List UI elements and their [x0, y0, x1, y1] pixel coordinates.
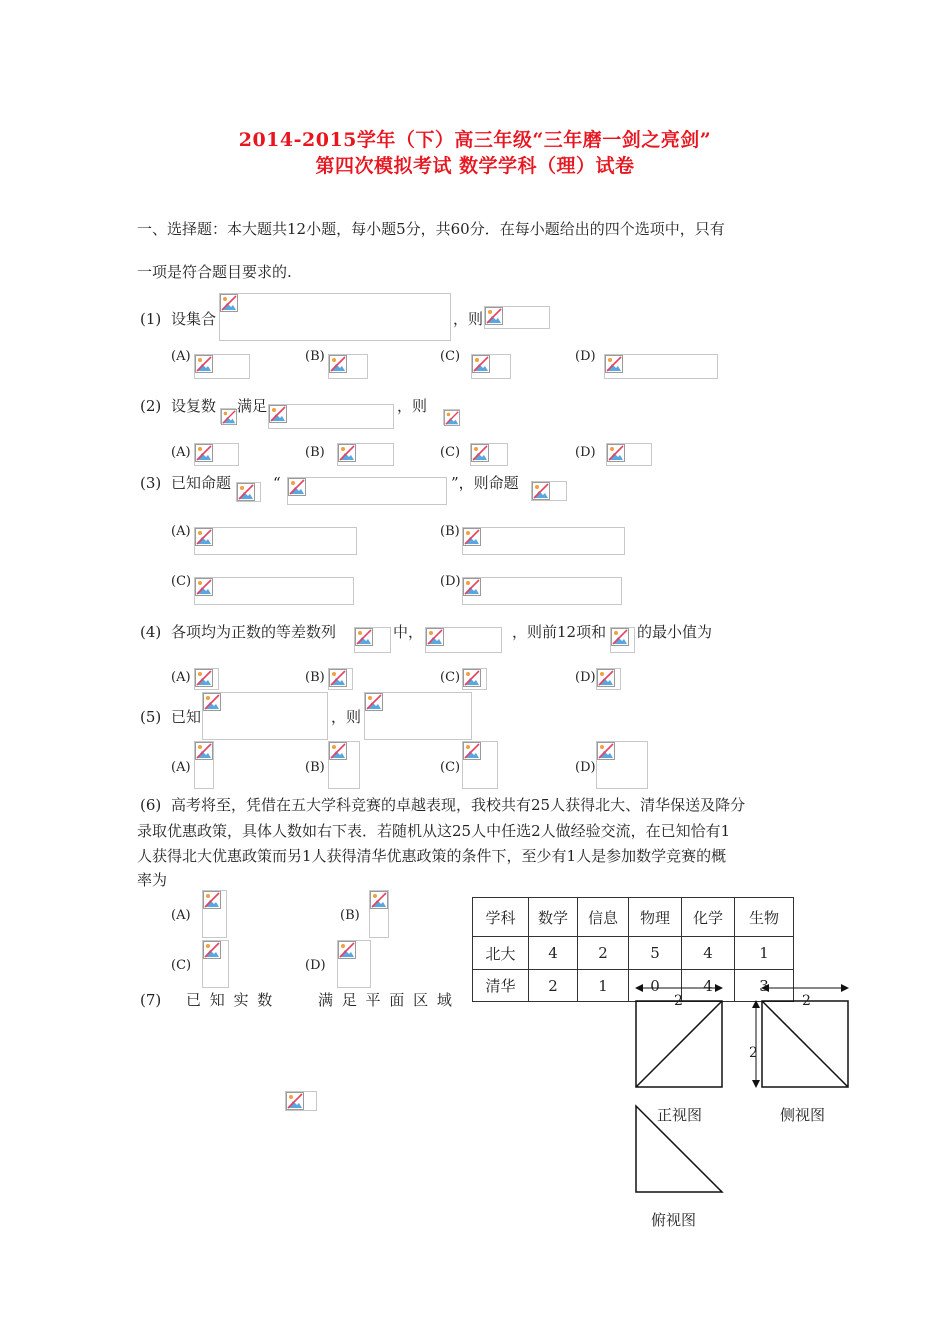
exam-title-line2: 第四次模拟考试 数学学科（理）试卷: [315, 155, 635, 177]
side-view-width-label: 2: [802, 993, 811, 1009]
q4-then: ，则前12项和: [512, 623, 607, 641]
q4-formula-condition: [425, 627, 502, 653]
q5-option-b: [328, 741, 360, 789]
q5-option-b-label: (B): [305, 760, 325, 775]
broken-image-icon: [195, 444, 213, 462]
table-cell: 清华: [473, 970, 529, 1002]
broken-image-icon: [463, 742, 481, 760]
q6-option-b: [369, 890, 389, 938]
q1-number: (1): [140, 310, 162, 328]
broken-image-icon: [288, 478, 306, 496]
broken-image-icon: [195, 578, 213, 596]
table-cell: 4: [682, 970, 735, 1002]
q4-option-b-label: (B): [305, 670, 325, 685]
q3-text: 已知命题: [171, 474, 232, 492]
broken-image-icon: [329, 742, 347, 760]
q3-option-d-label: (D): [440, 574, 461, 589]
q5-formula-expr: [364, 692, 472, 740]
q4-option-a: [194, 668, 219, 690]
q5-option-c-label: (C): [440, 760, 461, 775]
table-cell: 物理: [629, 898, 682, 937]
q1-formula-set: [219, 293, 451, 341]
q2-option-b-label: (B): [305, 445, 325, 460]
front-view-width-label: 2: [674, 993, 683, 1009]
q4-option-d: [596, 668, 621, 690]
table-cell: 北大: [473, 937, 529, 970]
q1-option-a: [194, 354, 250, 379]
q5-option-a-label: (A): [171, 760, 191, 775]
q2-option-a: [194, 443, 239, 466]
q5-option-d: [596, 741, 648, 789]
q1-option-d-label: (D): [575, 349, 596, 364]
q6-line4: 率为: [137, 871, 168, 889]
q6-line2: 录取优惠政策，具体人数如右下表．若随机从这25人中任选2人做经验交流，在已知恰有1: [137, 822, 731, 840]
q4-number: (4): [140, 623, 162, 641]
broken-image-icon: [365, 693, 383, 711]
q4-option-b: [328, 668, 353, 690]
broken-image-icon: [597, 669, 615, 687]
q7-formula: [285, 1091, 317, 1111]
q2-option-d: [606, 443, 652, 466]
q3-option-a-label: (A): [171, 524, 191, 539]
broken-image-icon: [463, 578, 481, 596]
side-view-height-label: 2: [749, 1045, 758, 1061]
q4-option-c-label: (C): [440, 670, 461, 685]
q5-option-d-label: (D): [575, 760, 596, 775]
q3-option-d: [462, 577, 622, 605]
top-view-label: 俯视图: [651, 1211, 697, 1229]
table-cell: 2: [578, 937, 629, 970]
q3-option-b: [462, 527, 625, 555]
q4-option-a-label: (A): [171, 670, 191, 685]
q2-formula-z: [220, 408, 236, 424]
q6-line1: 高考将至，凭借在五大学科竞赛的卓越表现，我校共有25人获得北大、清华保送及降分: [171, 796, 746, 814]
q2-text: 设复数: [171, 397, 217, 415]
q4-end: 的最小值为: [637, 623, 713, 641]
q3-formula-proposition: [287, 477, 447, 505]
q5-option-a: [194, 741, 214, 789]
q2-option-d-label: (D): [575, 445, 596, 460]
q2-then: ，则: [397, 397, 428, 415]
broken-image-icon: [195, 742, 213, 760]
q6-option-c: [202, 940, 229, 988]
table-cell: 4: [682, 937, 735, 970]
q5-then: ，则: [331, 708, 362, 726]
table-cell: 生物: [735, 898, 794, 937]
broken-image-icon: [597, 742, 615, 760]
q1-then: ，则: [453, 310, 484, 328]
broken-image-icon: [463, 669, 481, 687]
q3-quote-open: “: [273, 474, 281, 492]
broken-image-icon: [605, 355, 623, 373]
broken-image-icon: [269, 405, 287, 423]
q4-text: 各项均为正数的等差数列: [171, 623, 337, 641]
q1-option-c: [471, 354, 511, 379]
q3-option-b-label: (B): [440, 524, 460, 539]
broken-image-icon: [463, 528, 481, 546]
table-cell: 1: [578, 970, 629, 1002]
q2-number: (2): [140, 397, 162, 415]
broken-image-icon: [472, 355, 490, 373]
broken-image-icon: [237, 483, 255, 501]
q5-number: (5): [140, 708, 162, 726]
q1-text: 设集合: [171, 310, 217, 328]
broken-image-icon: [195, 355, 213, 373]
q1-option-c-label: (C): [440, 349, 461, 364]
broken-image-icon: [444, 410, 460, 426]
table-cell: 4: [529, 937, 578, 970]
q4-mid: 中，: [393, 623, 424, 641]
q3-number: (3): [140, 474, 162, 492]
side-view-label: 侧视图: [780, 1106, 826, 1124]
table-row: [473, 937, 794, 970]
q3-formula-not-p: [531, 481, 567, 501]
q2-option-c: [470, 443, 508, 466]
q4-formula-an: [354, 627, 391, 653]
q1-option-a-label: (A): [171, 349, 191, 364]
table-cell: 0: [629, 970, 682, 1002]
table-cell: 2: [529, 970, 578, 1002]
broken-image-icon: [611, 628, 629, 646]
q2-option-a-label: (A): [171, 445, 191, 460]
table-cell: 5: [629, 937, 682, 970]
q1-formula-expr: [484, 306, 550, 329]
broken-image-icon: [286, 1092, 304, 1110]
broken-image-icon: [532, 482, 550, 500]
broken-image-icon: [607, 444, 625, 462]
q6-option-b-label: (B): [340, 908, 360, 923]
q2-text2: 满足: [237, 397, 268, 415]
q7-text: 已 知 实 数: [186, 991, 275, 1009]
q2-formula-condition: [268, 404, 394, 429]
broken-image-icon: [370, 891, 388, 909]
table-cell: 信息: [578, 898, 629, 937]
broken-image-icon: [195, 669, 213, 687]
q4-formula-s12: [610, 627, 635, 653]
section-intro-line1: 一、选择题：本大题共12小题，每小题5分，共60分．在每小题给出的四个选项中，只有: [137, 220, 725, 238]
q6-option-c-label: (C): [171, 958, 192, 973]
q4-option-c: [462, 668, 487, 690]
broken-image-icon: [203, 891, 221, 909]
broken-image-icon: [203, 693, 221, 711]
table-cell: 3: [735, 970, 794, 1002]
q3-formula-p: [236, 482, 261, 502]
q3-option-c-label: (C): [171, 574, 192, 589]
q6-option-a: [202, 890, 227, 938]
table-header-row: [473, 898, 794, 937]
section-intro-line2: 一项是符合题目要求的.: [137, 263, 292, 281]
table-cell: 数学: [529, 898, 578, 937]
q6-option-d: [337, 940, 371, 988]
exam-title-line1: 2014-2015学年（下）高三年级“三年磨一剑之亮剑”: [238, 129, 712, 151]
q6-option-d-label: (D): [305, 958, 326, 973]
broken-image-icon: [329, 669, 347, 687]
broken-image-icon: [355, 628, 373, 646]
q5-text: 已知: [171, 708, 202, 726]
q5-option-c: [462, 741, 498, 789]
broken-image-icon: [329, 355, 347, 373]
q1-option-b: [328, 354, 368, 379]
q7-number: (7): [140, 991, 162, 1009]
broken-image-icon: [195, 528, 213, 546]
broken-image-icon: [485, 307, 503, 325]
q6-line3: 人获得北大优惠政策而另1人获得清华优惠政策的条件下，至少有1人是参加数学竞赛的概: [137, 847, 727, 865]
broken-image-icon: [338, 444, 356, 462]
table-cell: 1: [735, 937, 794, 970]
broken-image-icon: [221, 409, 237, 425]
table-cell: 学科: [473, 898, 529, 937]
q3-option-a: [194, 527, 357, 555]
q3-option-c: [194, 577, 354, 605]
q1-option-d: [604, 354, 718, 379]
q6-option-a-label: (A): [171, 908, 191, 923]
q6-number: (6): [140, 796, 162, 814]
q2-option-c-label: (C): [440, 445, 461, 460]
q5-formula-given: [202, 692, 328, 740]
broken-image-icon: [471, 444, 489, 462]
broken-image-icon: [220, 294, 238, 312]
broken-image-icon: [338, 941, 356, 959]
q3-quote-close: ”，则命题: [451, 474, 519, 492]
table-cell: 化学: [682, 898, 735, 937]
broken-image-icon: [203, 941, 221, 959]
broken-image-icon: [426, 628, 444, 646]
q2-option-b: [337, 443, 394, 466]
front-view-label: 正视图: [657, 1106, 703, 1124]
q4-option-d-label: (D): [575, 670, 596, 685]
q1-option-b-label: (B): [305, 349, 325, 364]
q2-formula-expr: [443, 409, 460, 425]
q7-text2: 满 足 平 面 区 域: [318, 991, 454, 1009]
